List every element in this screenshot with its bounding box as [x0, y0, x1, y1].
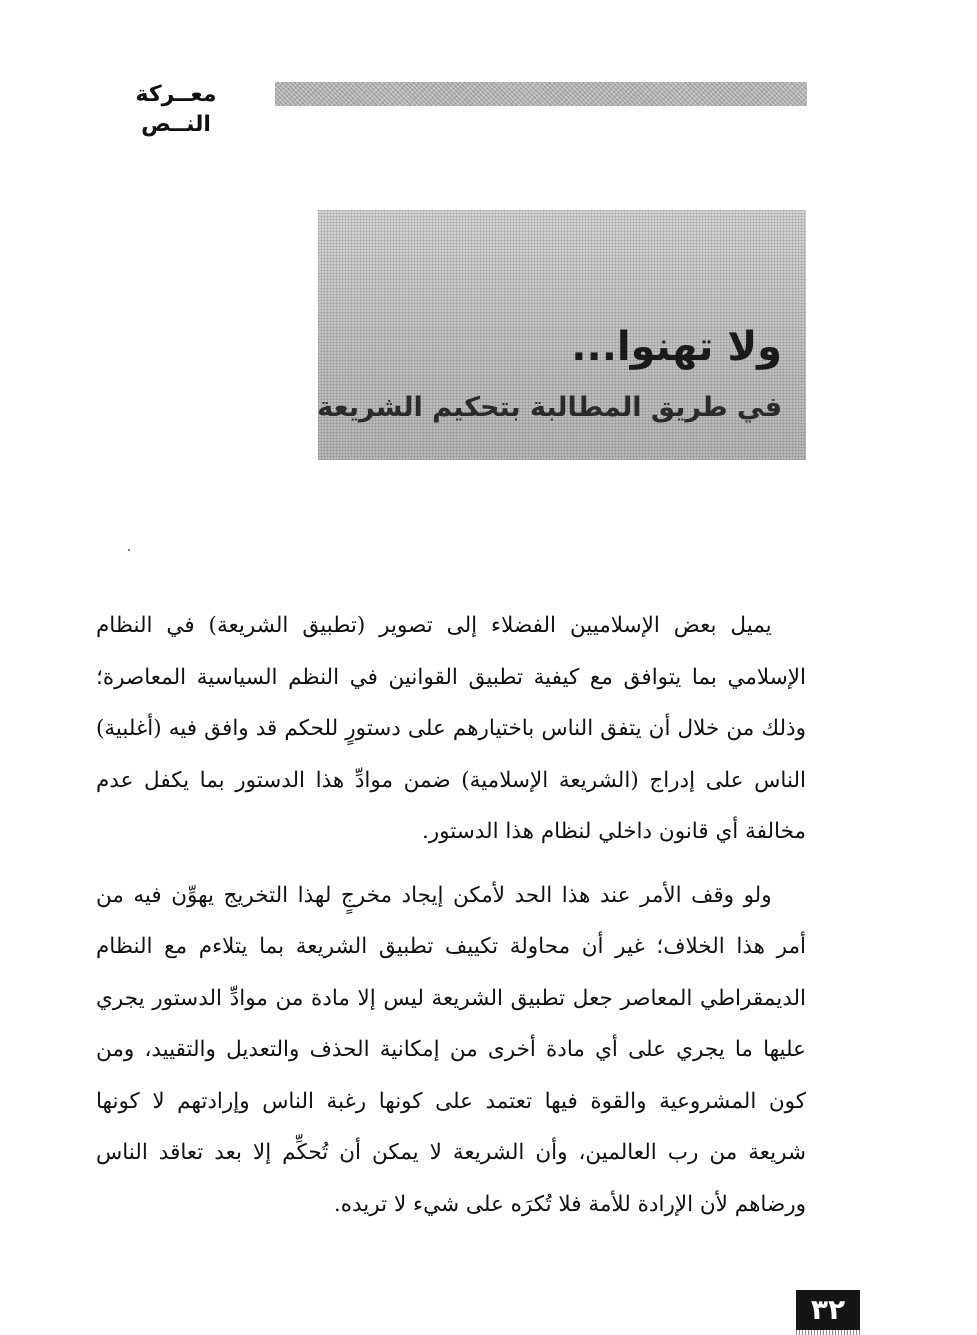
page-number-decorative-strip: [796, 1330, 860, 1335]
paragraph: ولو وقف الأمر عند هذا الحد لأمكن إيجاد مخرجٍ لهذا التخريج يهوِّن فيه من أمر هذا الخلاف؛ غير أن محاولة تكييف تطبيق الشريعة بما يتلاءم مع النظام الديمقراطي المعاصر جعل تطبيق الشريعة ليس إلا مادة من موادِّ الدستور يجري عليها ما يجري على أي مادة أخرى من إمكانية الحذف والتعديل والتقييد، ومن كون المشروعية والقوة فيها تعتمد على كونها رغبة الناس وإرادتهم لا كونها شريعة من رب العالمين، وأن الشريعة لا يمكن أن تُحكِّم إلا بعد تعاقد الناس ورضاهم لأن الإرادة للأمة فلا تُكرَه على شيء لا تريده.: [96, 882, 806, 1217]
page-number: ٣٢: [796, 1290, 860, 1330]
print-speck: [128, 549, 130, 551]
body-text: [96, 600, 806, 1230]
chapter-title-box: [318, 210, 806, 460]
paragraph: يميل بعض الإسلاميين الفضلاء إلى تصوير (تطبيق الشريعة) في النظام الإسلامي بما يتوافق مع كيفية تطبيق القوانين في النظم السياسية المعاصرة؛ وذلك من خلال أن يتفق الناس باختيارهم على دستورٍ للحكم قد وافق فيه (أغلبية) الناس على إدراج (الشريعة الإسلامية) ضمن موادِّ هذا الدستور بما يكفل عدم مخالفة أي قانون داخلي لنظام هذا الدستور.: [96, 613, 806, 844]
header-decorative-bar: [275, 82, 807, 106]
running-head-title: معــركة النــص: [135, 82, 217, 137]
chapter-subtitle: في طريق المطالبة بتحكيم الشريعة: [317, 392, 782, 423]
chapter-title: ولا تهنوا...: [571, 324, 782, 370]
